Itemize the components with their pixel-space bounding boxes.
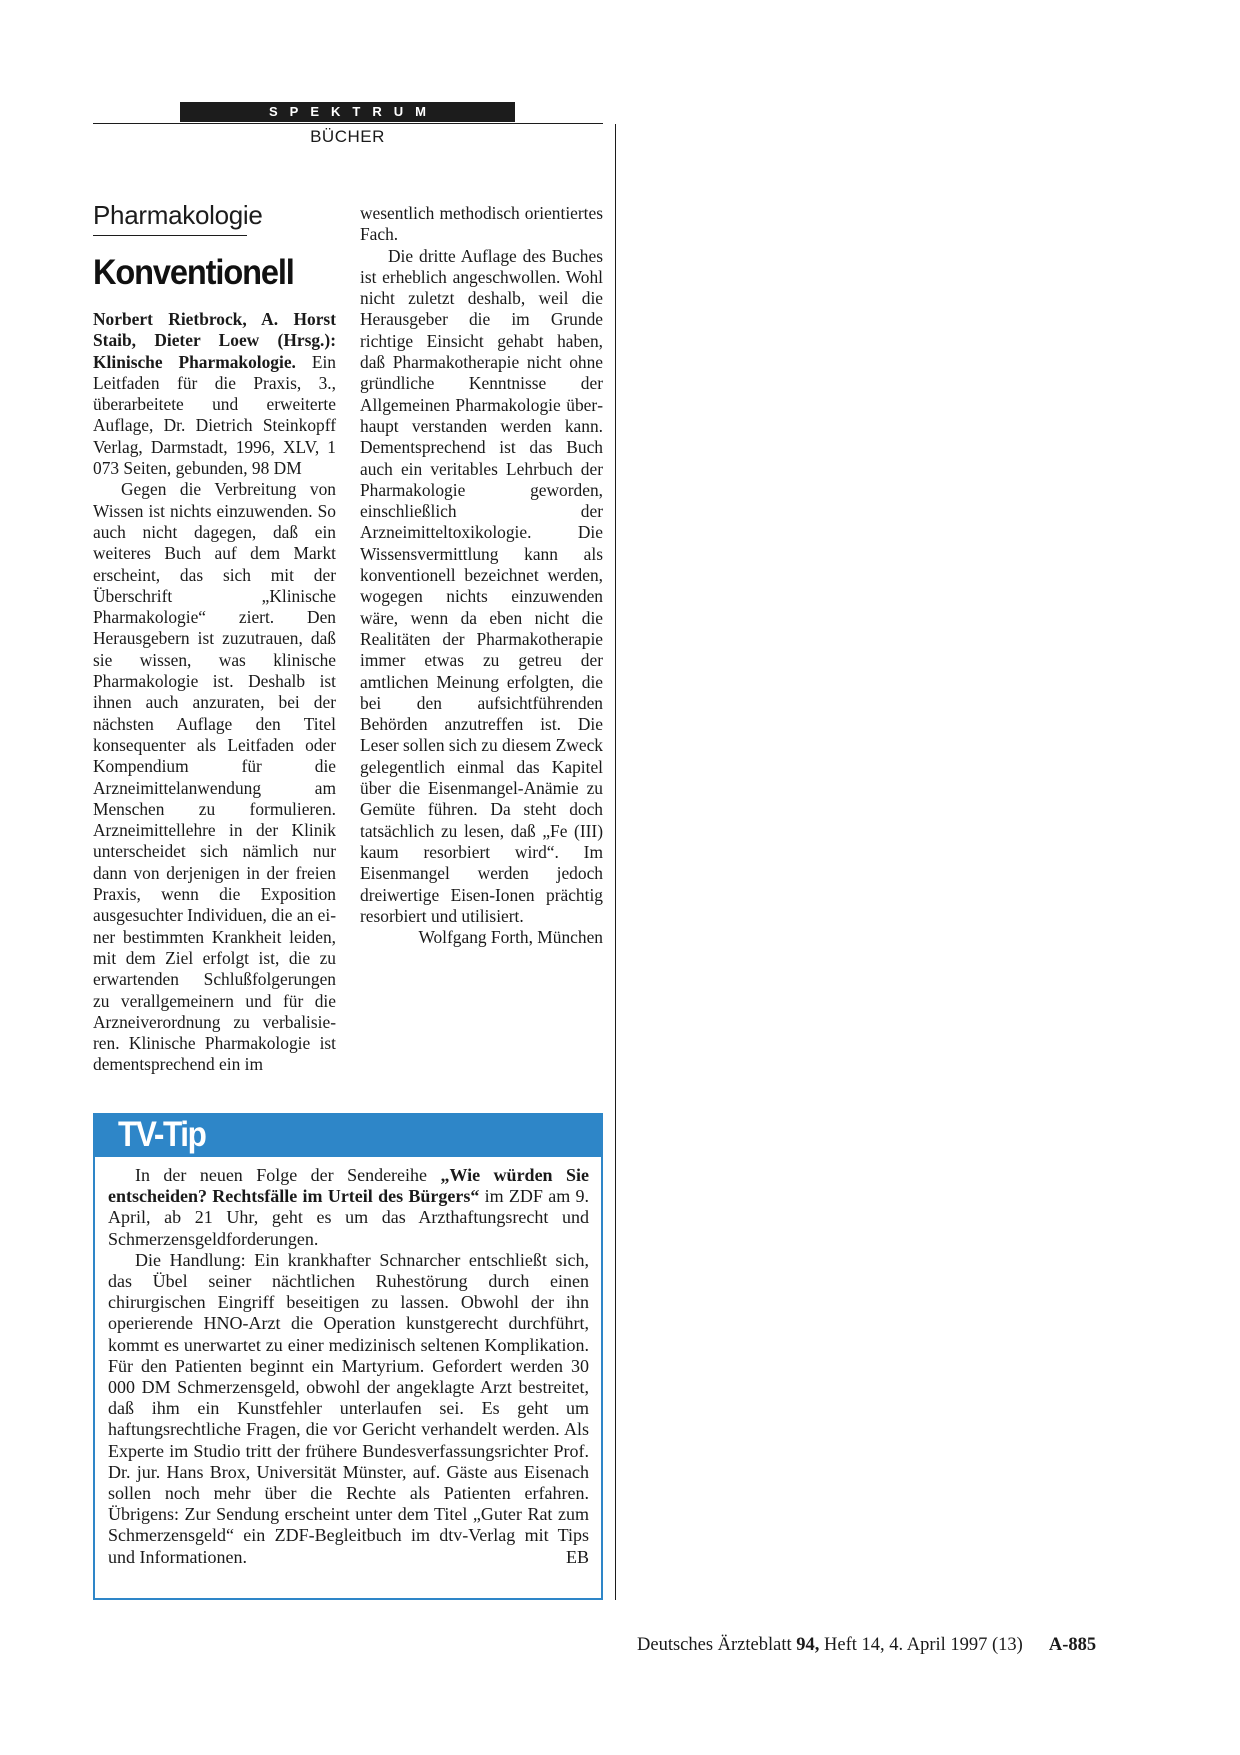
- article-kicker: Pharmakologie: [93, 200, 263, 230]
- book-reference: [93, 309, 336, 479]
- footer-issue: Heft 14, 4. April 1997 (13): [819, 1635, 1023, 1655]
- article-paragraph-1-continued: wesentlich methodisch orientiertes Fach.: [360, 203, 603, 245]
- tv-tip-show-title: „Wie würden Sie entscheiden? Rechtsfälle im Urteil des Bürgers“: [108, 1165, 589, 1207]
- tv-tip-paragraph-2: [108, 1250, 589, 1568]
- book-reference-details: Ein Leitfaden für die Praxis, 3., überarbeitete und erweiterte Auflage, Dr. Dietrich Steinkopff Verlag, Darmstadt, 1996, XLV, 1 073 Seiten, gebunden, 98 DM: [93, 351, 336, 479]
- article-paragraph-1: Gegen die Verbreitung von Wissen ist nichts einzuwenden. So auch nicht dagegen, daß ein weiteres Buch auf dem Markt erscheint, das sich mit der Überschrift „Klinische Pharmakologie“ ziert. Den Herausgebern ist zuzutrauen, daß sie wissen, was klinische Pharmakologie ist. Deshalb ist ihnen auch anzuraten, bei der nächsten Auflage den Titel konsequenter als Leitfaden oder Kompendium für die Arzneimittelanwendung am Menschen zu formulieren. Arzneimittellehre in der Klinik unterscheidet sich nämlich nur dann von derjenigen in der freien Praxis, wenn die Exposition ausgesuchter Individuen, die an einer bestimmten Krankheit leiden, mit dem Ziel erfolgt ist, die zu erwartenden Schlußfolgerungen zu verallgemeinern und für die Arzneiverordnung zu verbalisieren. Klinische Pharmakologie ist dementsprechend ein im: [93, 479, 336, 1075]
- column-divider: [615, 124, 616, 1600]
- book-reference-title: Norbert Rietbrock, A. Horst Staib, Dieter Loew (Hrsg.): Klinische Pharmakologie.: [93, 309, 336, 372]
- article-column-2: [360, 203, 603, 948]
- article-paragraph-2: Die dritte Auflage des Buches ist erheblich angeschwollen. Wohl nicht zuletzt deshalb, weil die Herausgeber die im Grunde richtige Einsicht gehabt haben, daß Pharmakotherapie nicht ohne gründliche Kenntnisse der Allgemeinen Pharmakologie überhaupt verstanden werden kann. Dementsprechend ist das Buch auch ein veritables Lehrbuch der Pharmakologie geworden, einschließlich der Arzneimitteltoxikologie. Die Wissensvermittlung kann als konventionell bezeichnet werden, wogegen nichts einzuwenden wäre, wenn da eben nicht die Realitäten der Pharmakotherapie immer etwas zu getreu der amtlichen Meinung erfolgten, die bei den aufsichtführenden Behörden anzutreffen ist. Die Leser sollen sich zu diesem Zweck gelegentlich einmal das Kapitel über die Eisenmangel-Anämie zu Gemüte führen. Da steht doch tatsächlich zu lesen, daß „Fe (III) kaum resorbiert wird“. Im Eisenmangel werden jedoch dreiwertige Eisen-Ionen prächtig resorbiert und utilisiert.: [360, 245, 603, 926]
- article-column-1: [93, 309, 336, 1076]
- footer-page-number: A-885: [1048, 1635, 1097, 1655]
- tv-tip-title: TV-Tip: [118, 1115, 206, 1154]
- tv-tip-intro-text-2: im ZDF am 9. April, ab 21 Uhr, geht es um das Arzthaftungsrecht und Schmerzensgeldforderungen.: [108, 1186, 589, 1249]
- section-banner: SPEKTRUM: [180, 102, 515, 122]
- subsection-label: BÜCHER: [310, 127, 385, 146]
- tv-tip-intro-text: In der neuen Folge der Sendereihe: [135, 1165, 441, 1185]
- footer-volume: 94,: [796, 1635, 820, 1655]
- tv-tip-paragraph-2-text: Die Handlung: Ein krankhafter Schnarcher entschließt sich, das Übel seiner nächtlichen Ruhestörung durch einen chirurgischen Eingriff beseitigen zu lassen. Obwohl der ihn operierende HNO-Arzt die Operation kunstgerecht durchführt, kommt es unerwartet zu einer medizinisch seltenen Komplikation. Für den Patienten beginnt ein Martyrium. Gefordert werden 30 000 DM Schmerzensgeld, obwohl der angeklagte Arzt bestreitet, daß ihm ein Kunstfehler unterlaufen sei. Es geht um haftungsrechtliche Fragen, die vor Gericht verhandelt werden. Als Experte im Studio tritt der frühere Bundesverfassungsrichter Prof. Dr. jur. Hans Brox, Universität Münster, auf. Gäste aus Eisenach sollen noch mehr über die Rechte als Patienten erfahren. Übrigens: Zur Sendung erscheint unter dem Titel „Guter Rat zum Schmerzensgeld“ ein ZDF-Begleitbuch im dtv-Verlag mit Tips und Informationen.: [108, 1249, 589, 1567]
- tv-tip-body: [108, 1165, 589, 1568]
- article-signature: Wolfgang Forth, München: [418, 927, 603, 948]
- article-headline: Konventionell: [93, 253, 294, 292]
- page-footer: [637, 1635, 1096, 1656]
- kicker-underline: [93, 235, 247, 236]
- footer-journal: Deutsches Ärzteblatt: [637, 1635, 797, 1655]
- tv-tip-paragraph-1: [108, 1165, 589, 1250]
- tv-tip-signature: EB: [565, 1546, 589, 1567]
- header-rule: [93, 123, 603, 124]
